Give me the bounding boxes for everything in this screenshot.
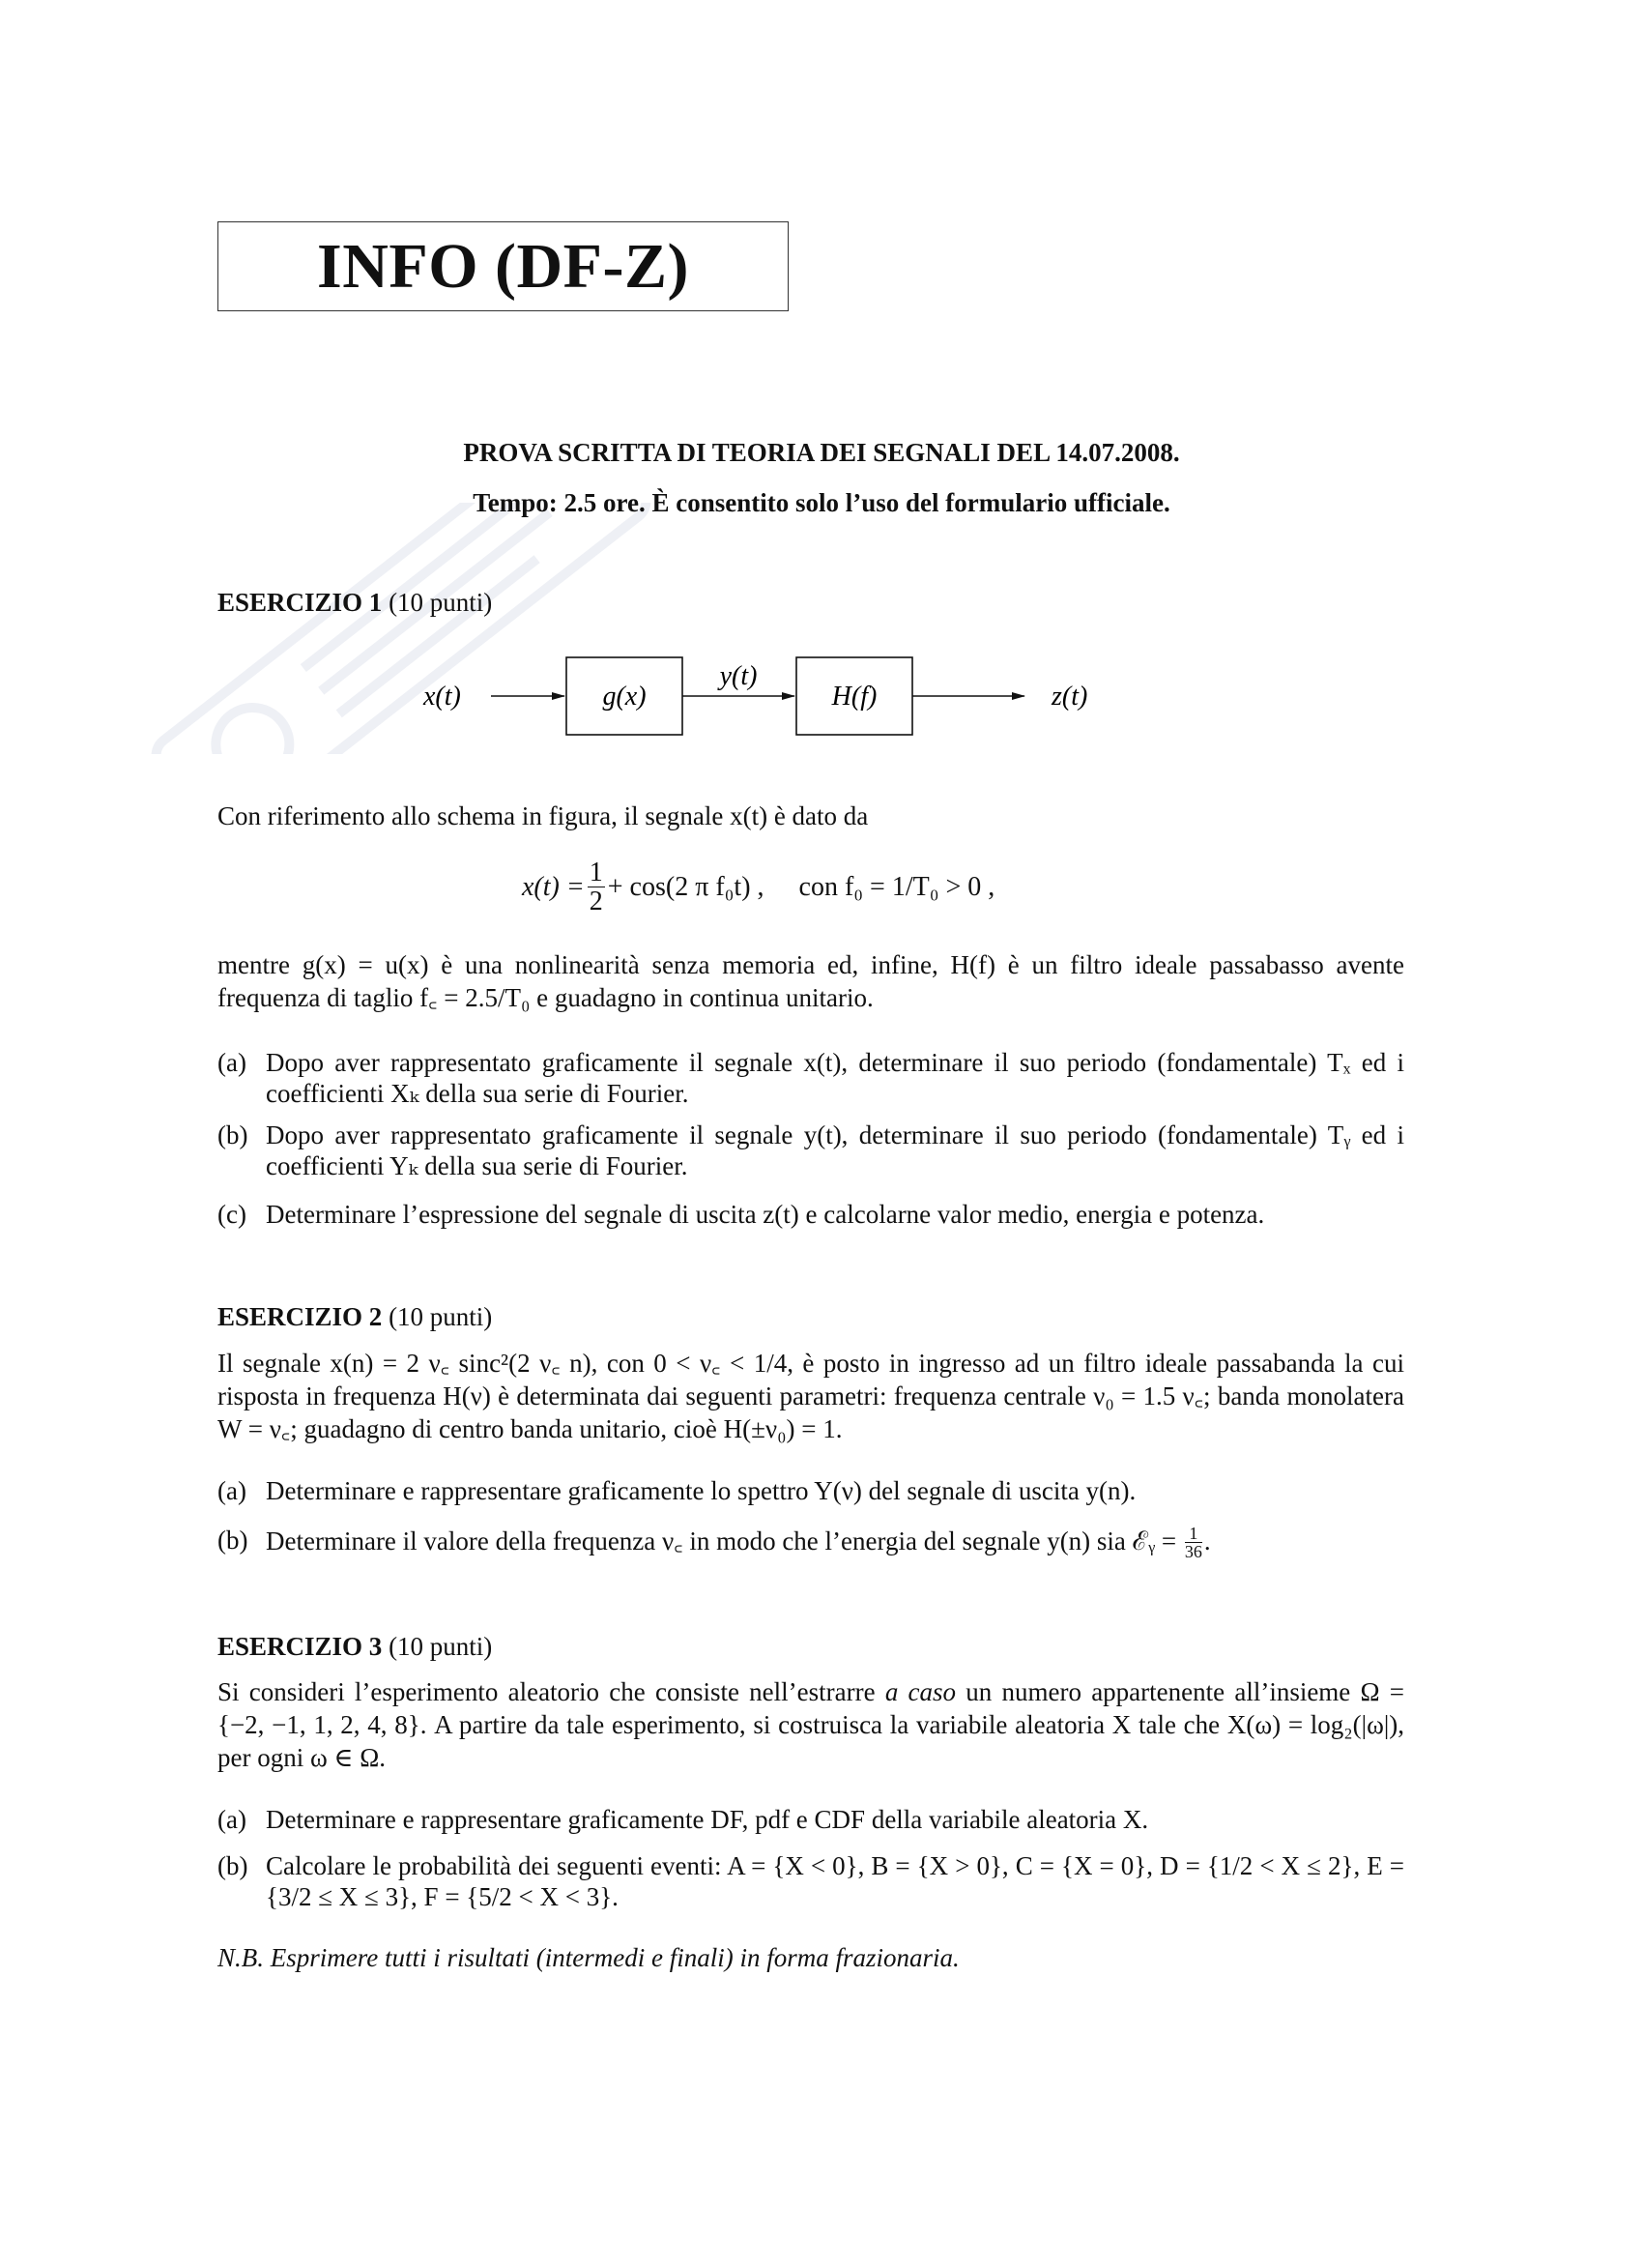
page-title: INFO (DF-Z) xyxy=(317,230,689,302)
exercise-1-points: (10 punti) xyxy=(389,588,493,617)
equation-fraction xyxy=(588,858,605,916)
paragraph-emphasis: a caso xyxy=(884,1677,957,1706)
exercise-3-points: (10 punti) xyxy=(389,1632,493,1661)
item-label: (c) xyxy=(217,1200,246,1229)
item-text: Dopo aver rappresentato graficamente il segnale x(t), determinare il suo periodo (fondamentale) Tₓ ed i coefficienti Xₖ della sua serie di Fourier. xyxy=(266,1048,1404,1108)
final-note: N.B. Esprimere tutti i risultati (intermedi e finali) in forma frazionaria. xyxy=(217,1943,960,1972)
exercise-1-paragraph: mentre g(x) = u(x) è una nonlinearità senza memoria ed, infine, H(f) è un filtro ideale passabasso avente frequenza di taglio f꜀ = 2.5/T₀ e guadagno in continua unitario. xyxy=(217,950,1404,1012)
exercise-2-heading xyxy=(217,1302,492,1332)
equation-condition: con f₀ = 1/T₀ > 0 , xyxy=(798,871,995,902)
block-diagram xyxy=(406,648,1121,754)
exercise-1-title: ESERCIZIO 1 xyxy=(217,588,383,617)
equation-rhs: + cos(2 π f₀t) , xyxy=(607,871,764,902)
diagram-input-label: x(t) xyxy=(423,682,461,712)
energy-frac-num: 1 xyxy=(1185,1525,1202,1543)
exam-header-line2: Tempo: 2.5 ore. È consentito solo l’uso del formulario ufficiale. xyxy=(473,488,1170,517)
exercise-3-title: ESERCIZIO 3 xyxy=(217,1632,383,1661)
item-text-tail: . xyxy=(1203,1527,1211,1556)
paragraph-part-a: Si consideri l’esperimento aleatorio che consiste nell’estrarre xyxy=(217,1677,876,1706)
exam-header-line1: PROVA SCRITTA DI TEORIA DEI SEGNALI DEL 14.07.2008. xyxy=(463,438,1180,467)
exercise-1-heading xyxy=(217,588,492,618)
equation-frac-den: 2 xyxy=(589,887,603,917)
equation-lhs: x(t) = xyxy=(522,871,585,902)
exercise-3-paragraph xyxy=(217,1675,1404,1774)
item-text: Dopo aver rappresentato graficamente il segnale y(t), determinare il suo periodo (fondamentale) Tᵧ ed i coefficienti Yₖ della sua serie di Fourier. xyxy=(266,1120,1404,1180)
diagram-middle-label: y(t) xyxy=(719,661,758,691)
item-text: Determinare e rappresentare graficamente DF, pdf e CDF della variabile aleatoria X. xyxy=(266,1805,1149,1834)
block-g-label: g(x) xyxy=(602,682,647,712)
item-text: Determinare l’espressione del segnale di uscita z(t) e calcolarne valor medio, energia e potenza. xyxy=(266,1200,1265,1229)
exercise-3-heading xyxy=(217,1632,492,1662)
exercise-2-title: ESERCIZIO 2 xyxy=(217,1302,383,1331)
item-label: (b) xyxy=(217,1526,248,1555)
item-text: Determinare e rappresentare graficamente lo spettro Y(ν) del segnale di uscita y(n). xyxy=(266,1476,1137,1505)
item-text-main: Determinare il valore della frequenza ν꜀ in modo che l’energia del segnale y(n) sia ℰᵧ = xyxy=(266,1527,1177,1556)
exercise-1-equation xyxy=(522,858,994,916)
item-text xyxy=(266,1525,1404,1560)
block-h-label: H(f) xyxy=(831,682,878,712)
equation-frac-num: 1 xyxy=(589,858,603,887)
item-label: (a) xyxy=(217,1805,246,1834)
exercise-2-points: (10 punti) xyxy=(389,1302,493,1331)
exercise-2-paragraph: Il segnale x(n) = 2 ν꜀ sinc²(2 ν꜀ n), con 0 < ν꜀ < 1/4, è posto in ingresso ad un filtro ideale passabanda la cui risposta in frequenza H(ν) è determinata dai seguenti parametri: frequenza centrale ν₀ = 1.5 ν꜀; banda monolatera W = ν꜀; guadagno di centro banda unitario, cioè H(±ν₀) = 1. xyxy=(217,1349,1404,1443)
diagram-output-label: z(t) xyxy=(1052,682,1088,712)
energy-fraction xyxy=(1185,1525,1202,1560)
item-label: (b) xyxy=(217,1851,248,1880)
paragraph-part-b: un numero appartenente all’insieme Ω = {−2, −1, 1, 2, 4, 8}. A partire da tale esperimento, si costruisca la variabile aleatoria X tale che X(ω) = log₂(|ω|), per ogni ω ∈ Ω. xyxy=(217,1677,1405,1772)
exercise-1-intro: Con riferimento allo schema in figura, il segnale x(t) è dato da xyxy=(217,801,869,830)
item-label: (b) xyxy=(217,1120,248,1149)
item-label: (a) xyxy=(217,1048,246,1077)
item-text: Calcolare le probabilità dei seguenti eventi: A = {X < 0}, B = {X > 0}, C = {X = 0}, D = {1/2 < X ≤ 2}, E = {3/2 ≤ X ≤ 3}, F = {5/2 < X < 3}. xyxy=(266,1851,1404,1911)
item-label: (a) xyxy=(217,1476,246,1505)
title-box xyxy=(217,221,789,311)
energy-frac-den: 36 xyxy=(1184,1542,1202,1561)
